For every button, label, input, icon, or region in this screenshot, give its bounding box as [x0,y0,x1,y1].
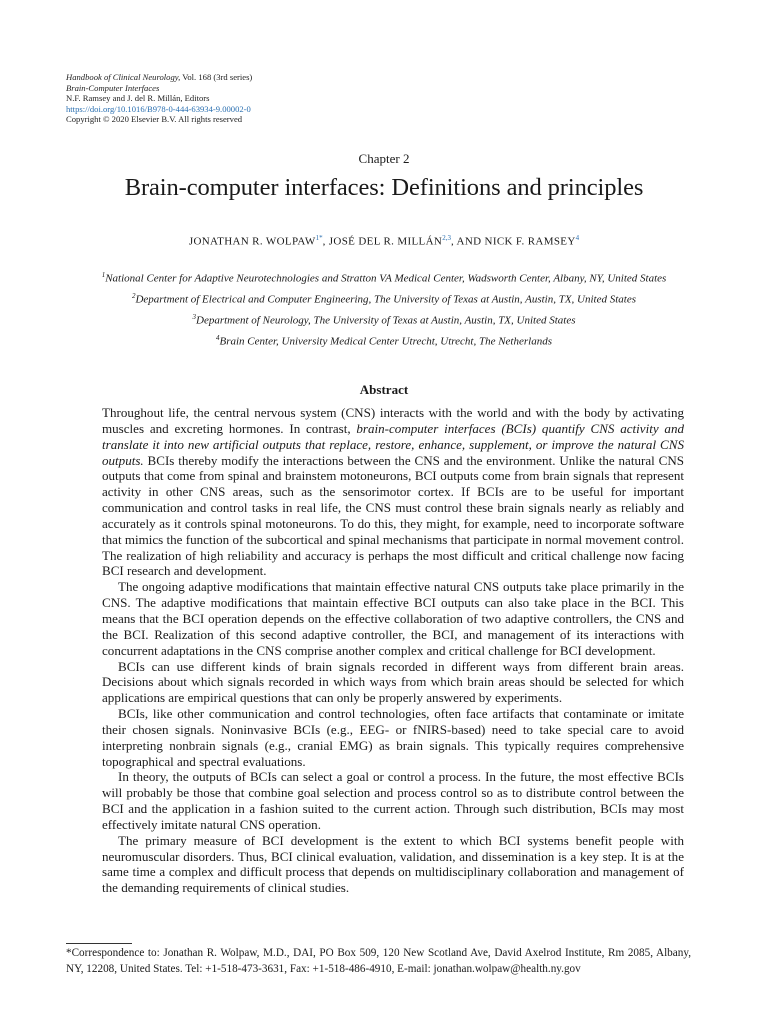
book-volume: Vol. 168 (3rd series) [182,72,253,82]
author-affiliation-link[interactable]: 4 [575,234,580,242]
abstract-paragraph: The primary measure of BCI development is the extent to which BCI systems benefit people with neuromuscular disorders. Thus, BCI clinical evaluation, validation, and dissemination is a key step. It is at the same time a complex and difficult process that depends on multidisciplinary collaboration and management of the demanding requirements of clinical studies. [102,832,684,896]
affiliation-number: 3 [192,313,196,321]
abstract-paragraph: BCIs, like other communication and control technologies, often face artifacts that contaminate or imitate their chosen signals. Noninvasive BCIs (e.g., EEG- or fNIRS-based) need to take special care to avoid interpreting nonbrain signals (e.g., cranial EMG) as brain signals. This typically requires comprehensive topographical and spectral evaluations. [102,706,684,769]
abstract-paragraph: BCIs can use different kinds of brain signals recorded in different ways from different brain areas. Decisions about which signals recorded in which ways from which brain areas should be selected for which applications are empirical questions that can only be properly answered by experiments. [102,658,684,706]
author-affiliation-link[interactable]: 2,3 [442,234,451,242]
author-separator: , AND [450,235,485,248]
doi-link[interactable]: https://doi.org/10.1016/B978-0-444-63934-9.00002-0 [66,103,251,114]
affiliation-text: Department of Electrical and Computer Engineering, The University of Texas at Austin, Austin, TX, United States [135,293,637,306]
affiliation-number: 2 [131,292,136,300]
footnote-divider [66,943,132,944]
author-name: JONATHAN R. WOLPAW [188,235,316,248]
author-affiliation-link[interactable]: 1 [315,234,320,242]
affiliation [0,268,768,286]
author-name: JOSÉ DEL R. MILLÁN [328,235,443,248]
correspondence-footnote: *Correspondence to: Jonathan R. Wolpaw, M.D., DAI, PO Box 509, 120 New Scotland Ave, David Axelrod Institute, Rm 2085, Albany, NY, 12208, United States. Tel: +1-518-473-3631, Fax: +1-518-486-4910, E-mail: jonathan.wolpaw@health.ny.gov [66,947,691,975]
book-title: Handbook of Clinical Neurology, [66,72,181,82]
affiliation [0,310,768,328]
abstract-paragraph [102,405,684,579]
chapter-label: Chapter 2 [358,151,410,166]
abstract-heading: Abstract [359,382,409,397]
abstract-paragraph: In theory, the outputs of BCIs can select a goal or control a process. In the future, the most effective BCIs will probably be those that combine goal selection and process control so as to distribute control between the BCI and the application in a fashion suited to the current action. Through such distribution, BCIs may most effectively imitate natural CNS operation. [102,769,684,832]
abstract-text: Throughout life, the central nervous system (CNS) interacts with the world and with the body by activating muscles and excreting hormones. In contrast, [102,405,684,436]
correspondence-mark[interactable]: * [319,234,323,242]
affiliation-text: National Center for Adaptive Neurotechnologies and Stratton VA Medical Center, Wadsworth Center, Albany, NY, United States [105,272,667,285]
affiliation-number: 1 [101,271,106,279]
book-editors: N.F. Ramsey and J. del R. Millán, Editors [66,93,210,104]
author-list [0,234,768,248]
affiliation-text: Brain Center, University Medical Center Utrecht, Utrecht, The Netherlands [219,335,552,348]
book-header [66,72,252,125]
abstract-text: BCIs thereby modify the interactions between the CNS and the environment. Unlike the natural CNS outputs that come from spinal and brainstem motoneurons, BCI outputs come from brain signals that represent activity in other CNS areas, such as the sensorimotor cortex. If BCIs are to be useful for important communication and control tasks in real life, the CNS must control these brain signals nearly as reliably and accurately as it controls spinal motoneurons. To do this, they might, for example, need to incorporate software that mimics the function of the subcortical and spinal mechanisms that participate in normal movement control. The realization of high reliability and accuracy is perhaps the most difficult and critical challenge now facing BCI research and development. [102,452,684,579]
abstract-paragraph: The ongoing adaptive modifications that maintain effective natural CNS outputs take place primarily in the CNS. The adaptive modifications that maintain effective BCI outputs can also take place in the BCI. This means that the BCI operation depends on the effective collaboration of two adaptive controllers, the CNS and the BCI. Realization of this second adaptive controller, the BCI, and management of its interactions with concurrent adaptations in the CNS comprise another complex and critical challenge for BCI development. [102,579,684,658]
abstract-definition: brain-computer interfaces (BCIs) quantify CNS activity and translate it into new artificial outputs that replace, restore, enhance, supplement, or improve the natural CNS outputs. [102,420,684,468]
author-name: NICK F. RAMSEY [484,235,576,248]
affiliation-text: Department of Neurology, The University of Texas at Austin, Austin, TX, United States [196,314,576,327]
abstract-body [102,405,684,896]
affiliation [0,331,768,349]
affiliation [0,289,768,307]
author-separator: , [322,235,329,248]
affiliation-number: 4 [216,334,220,342]
chapter-title: Brain-computer interfaces: Definitions and principles [124,174,644,201]
book-subtitle: Brain-Computer Interfaces [66,82,160,93]
copyright-line: Copyright © 2020 Elsevier B.V. All rights reserved [66,114,243,125]
